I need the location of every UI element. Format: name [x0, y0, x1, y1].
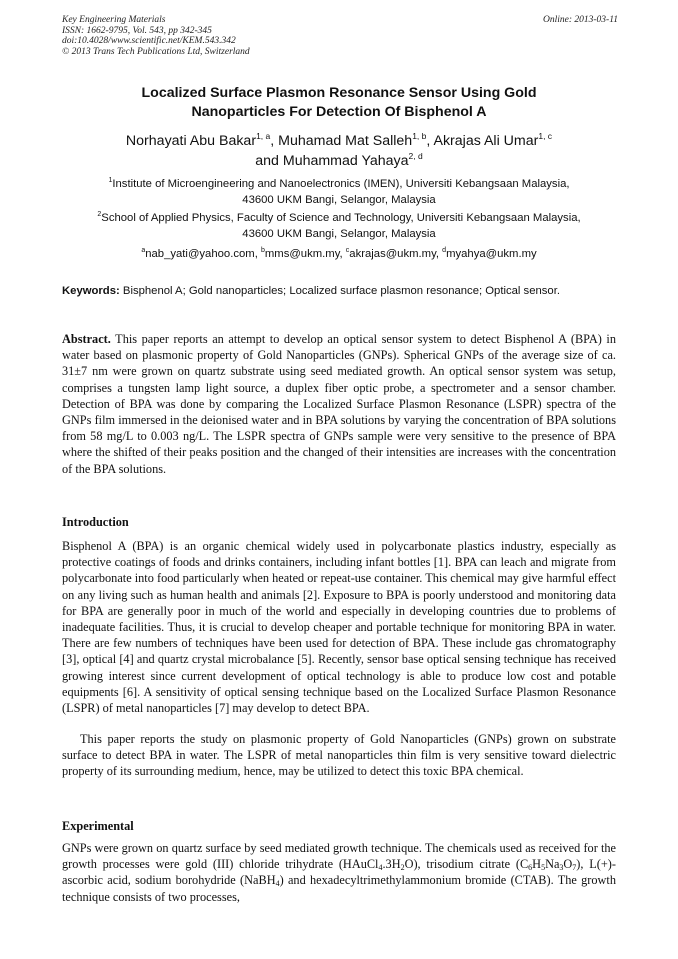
subscript: 5	[541, 863, 546, 873]
author-affil-sup: 1, b	[412, 131, 427, 141]
abstract-label: Abstract.	[62, 332, 111, 346]
text-run: H	[532, 857, 542, 872]
author-name: Akrajas Ali Umar	[433, 133, 539, 149]
experimental-paragraph-1	[62, 840, 616, 905]
text-run: O), trisodium citrate (C	[404, 857, 529, 872]
paper-title	[62, 84, 616, 121]
text-run: O	[563, 857, 573, 872]
title-line-1: Localized Surface Plasmon Resonance Sensor Using Gold	[141, 85, 537, 101]
introduction-paragraph-1: Bisphenol A (BPA) is an organic chemical widely used in polycarbonate plastics industry, especially as protective coatings of foods and drinks containers, including infant bottles [1]. BPA can leach and migrate from polycarbonate into food particularly when heated or repeat-use container. This chemical may give harmful effect on any living such as human health and animals [2]. Exposure to BPA is poorly understood and monitoring data for BPA are generally poor in much of the world and especially in developing countries due to problems of inadequate facilities. Thus, it is crucial to develop cheaper and portable technique for monitoring BPA in water. There are few numbers of techniques have been used for detection of BPA. These include gas chromatography [3], optical [4] and quartz crystal microbalance [5]. Recently, sensor base optical sensing technique has received growing interest since current development of optical technology is able to produce low cost and potable equipments [6]. A sensitivity of optical sensing technique based on the Localized Surface Plasmon Resonance (LSPR) of metal nanoparticles [7] may develop to detect BPA.	[62, 539, 616, 716]
author-list	[62, 131, 616, 171]
doi-line[interactable]: doi:10.4028/www.scientific.net/KEM.543.342	[62, 36, 236, 47]
affiliation-line: School of Applied Physics, Faculty of Science and Technology, Universiti Kebangsaan Malaysia,	[101, 212, 581, 224]
introduction-paragraph-2: This paper reports the study on plasmonic property of Gold Nanoparticles (GNPs) grown on substrate surface to detect BPA in water. The LSPR of metal nanoparticles thin film is very sensitive toward dielectric property of its surrounding medium, hence, may be utilized to detect this toxic BPA chemical.	[62, 732, 616, 779]
introduction-heading: Introduction	[62, 515, 129, 529]
text-run: GNPs were grown on quartz surface by seed mediated growth technique. The chemicals used as received for the growth processes were gold (III) chloride trihydrate (HAuCl	[62, 841, 616, 872]
author-separator: ,	[270, 133, 279, 149]
text-run: .3H	[382, 857, 401, 872]
email-sup: b	[260, 247, 265, 254]
subscript: 7	[572, 863, 577, 873]
email-address[interactable]: akrajas@ukm.my	[349, 248, 436, 260]
subscript: 6	[528, 863, 533, 873]
email-sup: c	[345, 247, 350, 254]
abstract-text: This paper reports an attempt to develop an optical sensor system to detect Bisphenol A (BPA) in water based on plasmonic property of Gold Nanoparticles (GNPs). Spherical GNPs of the average size of ca. 31±7 nm were grown on quartz substrate using seed mediated growth. An optical sensor system was setup, comprises a tungsten lamp light source, a duplex fiber optic probe, a spectrometer and a sensor chamber. Detection of BPA was done by comparing the Localized Surface Plasmon Resonance (LSPR) spectra of the GNPs film immersed in the deionised water and in BPA solutions by varying the concentration of BPA solutions from 58 mg/L to 0.003 ng/L. The LSPR spectra of GNPs sample were very sensitive to the presence of BPA where the shifted of their peaks position and the changed of their intensities are increases with the concentration of the BPA solutions.	[62, 332, 616, 476]
abstract	[62, 331, 616, 477]
affiliation-1	[62, 176, 616, 208]
text-run: ), L(+)-ascorbic acid, sodium borohydride (NaBH	[62, 857, 616, 888]
title-line-2: Nanoparticles For Detection Of Bisphenol A	[191, 103, 487, 120]
author-line-1	[62, 131, 616, 151]
keywords-label: Keywords:	[62, 285, 120, 297]
keywords-text: Bisphenol A; Gold nanoparticles; Localized surface plasmon resonance; Optical sensor.	[119, 285, 560, 297]
email-sup: a	[141, 247, 146, 254]
email-address[interactable]: myahya@ukm.my	[446, 248, 537, 260]
subscript: 3	[559, 863, 564, 873]
text-run: Na	[545, 857, 560, 872]
issn-line: ISSN: 1662-9795, Vol. 543, pp 342-345	[62, 25, 212, 36]
journal-name: Key Engineering Materials	[62, 15, 166, 25]
affiliation-sup: 2	[97, 211, 102, 218]
affiliation-line: 43600 UKM Bangi, Selangor, Malaysia	[242, 194, 436, 206]
author-name: Muhamad Mat Salleh	[278, 133, 413, 149]
affiliation-line: 43600 UKM Bangi, Selangor, Malaysia	[242, 228, 436, 240]
email-address[interactable]: nab_yati@yahoo.com	[145, 248, 255, 260]
text-run: ) and hexadecyltrimethylammonium bromide (CTAB). The growth technique consists of two processes,	[62, 873, 616, 904]
email-separator: ,	[339, 248, 346, 260]
email-separator: ,	[254, 248, 261, 260]
keywords	[62, 284, 616, 298]
author-line-2	[62, 151, 616, 171]
affiliation-2	[62, 210, 616, 242]
running-header	[62, 15, 618, 58]
author-name: and Muhammad Yahaya	[255, 153, 409, 169]
experimental-heading: Experimental	[62, 819, 134, 833]
author-affil-sup: 1, c	[538, 131, 553, 141]
email-separator: ,	[435, 248, 443, 260]
copyright-line: © 2013 Trans Tech Publications Ltd, Switzerland	[62, 47, 250, 58]
author-separator: ,	[426, 133, 434, 149]
email-address[interactable]: mms@ukm.my	[264, 248, 340, 260]
subscript: 4	[378, 863, 383, 873]
author-affil-sup: 1, a	[256, 131, 271, 141]
subscript: 2	[400, 863, 405, 873]
email-list	[62, 246, 616, 262]
email-sup: d	[442, 247, 447, 254]
online-date: Online: 2013-03-11	[542, 15, 618, 25]
author-affil-sup: 2, d	[408, 151, 423, 161]
affiliation-sup: 1	[108, 177, 113, 184]
author-name: Norhayati Abu Bakar	[125, 133, 257, 149]
affiliation-line: Institute of Microengineering and Nanoelectronics (IMEN), Universiti Kebangsaan Malaysia,	[112, 178, 570, 190]
subscript: 4	[275, 879, 280, 889]
